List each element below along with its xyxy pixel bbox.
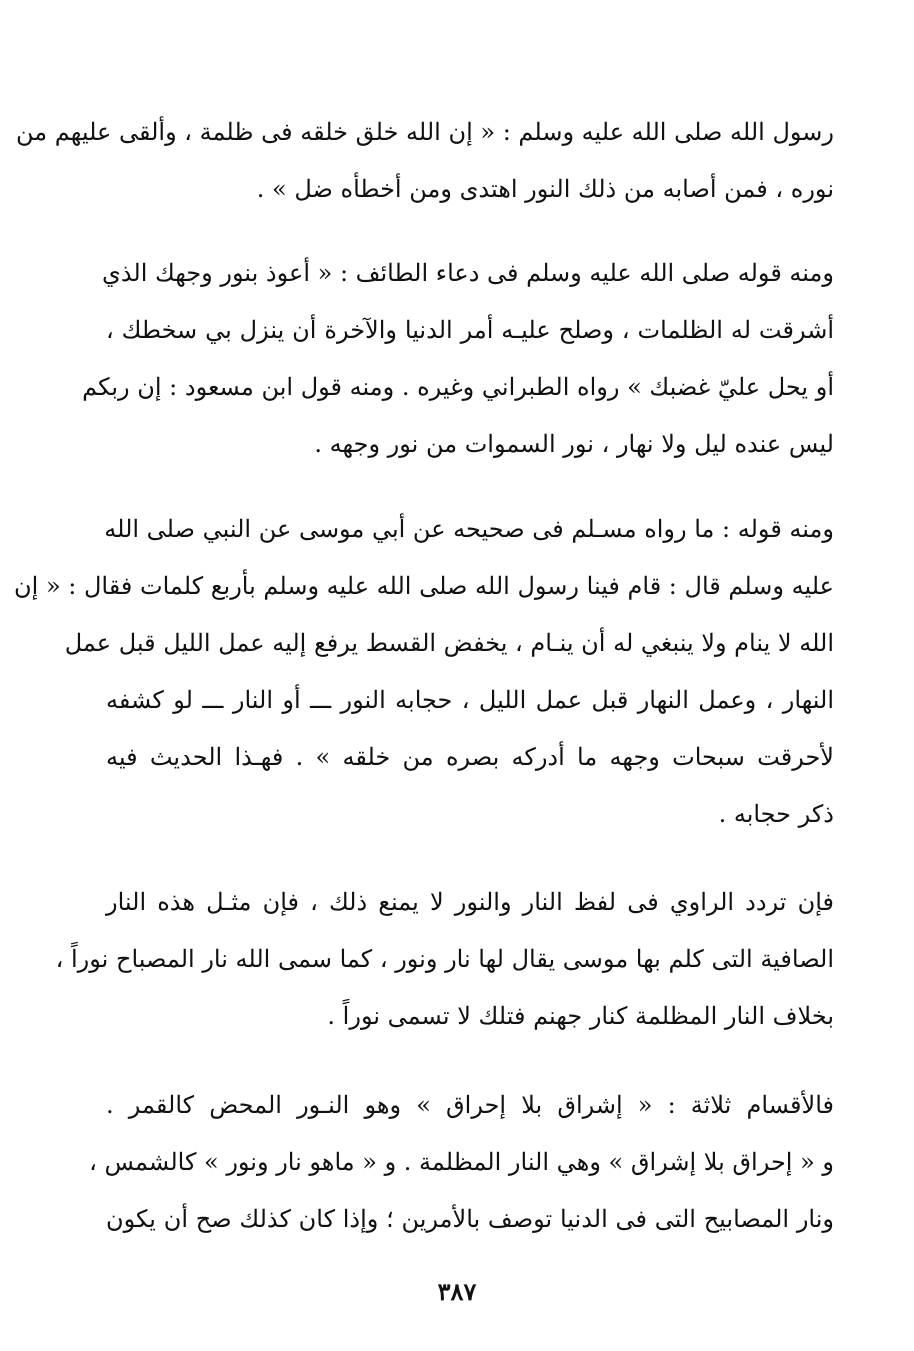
text-line: ليس عنده ليل ولا نهار ، نور السموات من نور وجهه . <box>314 430 834 458</box>
paragraph-2 <box>82 245 834 473</box>
text-line: عليه وسلم قال : قام فينا رسول الله صلى الله عليه وسلم بأربع كلمات فقال : « إن <box>14 572 834 600</box>
paragraph-1 <box>16 104 834 218</box>
text-line: رسول الله صلى الله عليه وسلم : « إن الله خلق خلقه فى ظلمة ، وألقى عليهم من <box>16 118 834 146</box>
text-line: الله لا ينام ولا ينبغي له أن ينـام ، يخفض القسط يرفع إليه عمل الليل قبل عمل <box>64 629 834 657</box>
paragraph-3 <box>14 501 834 843</box>
paragraph-4 <box>55 874 834 1045</box>
paragraph-5 <box>89 1077 834 1248</box>
text-line: النهار ، وعمل النهار قبل عمل الليل ، حجابه النور ـــ أو النار ـــ لو كشفه <box>106 686 834 714</box>
text-line: لأحرقت سبحات وجهه ما أدركه بصره من خلقه » . فهـذا الحديث فيه <box>106 743 834 771</box>
text-line: ومنه قوله : ما رواه مسـلم فى صحيحه عن أبي موسى عن النبي صلى الله <box>104 515 834 543</box>
text-line: فإن تردد الراوي فى لفظ النار والنور لا يمنع ذلك ، فإن مثـل هذه النار <box>106 888 834 916</box>
text-line: ونار المصابيح التى فى الدنيا توصف بالأمرين ؛ وإذا كان كذلك صح أن يكون <box>106 1205 834 1233</box>
text-line: أو يحل عليّ غضبك » رواه الطبراني وغيره . ومنه قول ابن مسعود : إن ربكم <box>82 373 834 401</box>
text-line: و « إحراق بلا إشراق » وهي النار المظلمة . و « ماهو نار ونور » كالشمس ، <box>89 1148 834 1176</box>
page-number: ٣٨٧ <box>437 1277 477 1306</box>
text-line: ومنه قوله صلى الله عليه وسلم فى دعاء الطائف : « أعوذ بنور وجهك الذي <box>102 259 834 287</box>
text-line: بخلاف النار المظلمة كنار جهنم فتلك لا تسمى نوراً . <box>327 1002 834 1030</box>
text-line: فالأقسام ثلاثة : « إشراق بلا إحراق » وهو النـور المحض كالقمر . <box>106 1091 834 1119</box>
text-line: أشرقت له الظلمات ، وصلح عليـه أمر الدنيا والآخرة أن ينزل بي سخطك ، <box>106 316 834 344</box>
text-line: ذكر حجابه . <box>718 800 834 828</box>
text-line: الصافية التى كلم بها موسى يقال لها نار ونور ، كما سمى الله نار المصباح نوراً ، <box>55 945 834 973</box>
text-line: نوره ، فمن أصابه من ذلك النور اهتدى ومن أخطأه ضل » . <box>256 175 834 203</box>
